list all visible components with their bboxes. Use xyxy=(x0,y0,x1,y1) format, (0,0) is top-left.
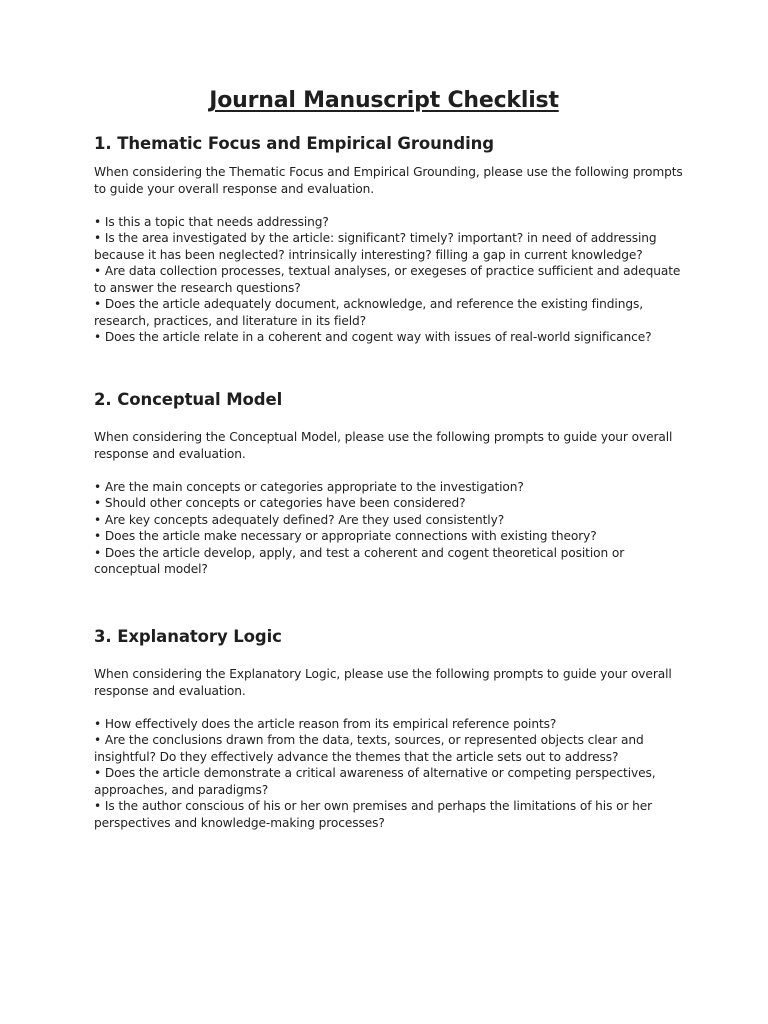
section-thematic-focus xyxy=(94,134,684,346)
bullet-item: • Does the article develop, apply, and test a coherent and cogent theoretical position or conceptual model? xyxy=(94,545,625,576)
bullet-item: • Should other concepts or categories have been considered? xyxy=(94,496,466,510)
section-explanatory-logic xyxy=(94,627,684,831)
page-title: Journal Manuscript Checklist xyxy=(209,88,559,113)
section-heading: 2. Conceptual Model xyxy=(94,390,283,409)
bullet-item: • Is the author conscious of his or her own premises and perhaps the limitations of his or her perspectives and knowledge-making processes? xyxy=(94,799,653,830)
bullet-item: • Is this a topic that needs addressing? xyxy=(94,214,329,229)
bullet-item: • Does the article make necessary or appropriate connections with existing theory? xyxy=(94,529,597,543)
section-heading: 3. Explanatory Logic xyxy=(94,627,282,646)
bullet-list xyxy=(94,479,684,578)
bullet-item: • Are key concepts adequately defined? Are they used consistently? xyxy=(94,512,505,527)
bullet-list xyxy=(94,214,684,346)
bullet-list xyxy=(94,716,684,832)
section-intro: When considering the Thematic Focus and Empirical Grounding, please use the following prompts to guide your overall response and evaluation. xyxy=(94,165,683,196)
bullet-item: • Is the area investigated by the article: significant? timely? important? in need of addressing because it has been neglected? intrinsically interesting? filling a gap in current knowledge? xyxy=(94,231,657,262)
bullet-item: • Does the article relate in a coherent and cogent way with issues of real-world significance? xyxy=(94,330,652,344)
section-intro: When considering the Explanatory Logic, please use the following prompts to guide your overall response and evaluation. xyxy=(94,667,672,698)
bullet-item: • Are data collection processes, textual analyses, or exegeses of practice sufficient and adequate to answer the research questions? xyxy=(94,264,681,295)
bullet-item: • Are the main concepts or categories appropriate to the investigation? xyxy=(94,479,524,494)
bullet-item: • Are the conclusions drawn from the data, texts, sources, or represented objects clear and insightful? Do they effectively advance the themes that the article sets out to address? xyxy=(94,733,644,764)
section-intro: When considering the Conceptual Model, please use the following prompts to guide your overall response and evaluation. xyxy=(94,430,673,461)
bullet-item: • Does the article adequately document, acknowledge, and reference the existing findings, research, practices, and literature in its field? xyxy=(94,297,643,328)
section-conceptual-model xyxy=(94,390,684,578)
section-heading: 1. Thematic Focus and Empirical Grounding xyxy=(94,134,495,153)
bullet-item: • How effectively does the article reason from its empirical reference points? xyxy=(94,716,557,731)
bullet-item: • Does the article demonstrate a critical awareness of alternative or competing perspectives, approaches, and paradigms? xyxy=(94,766,656,797)
